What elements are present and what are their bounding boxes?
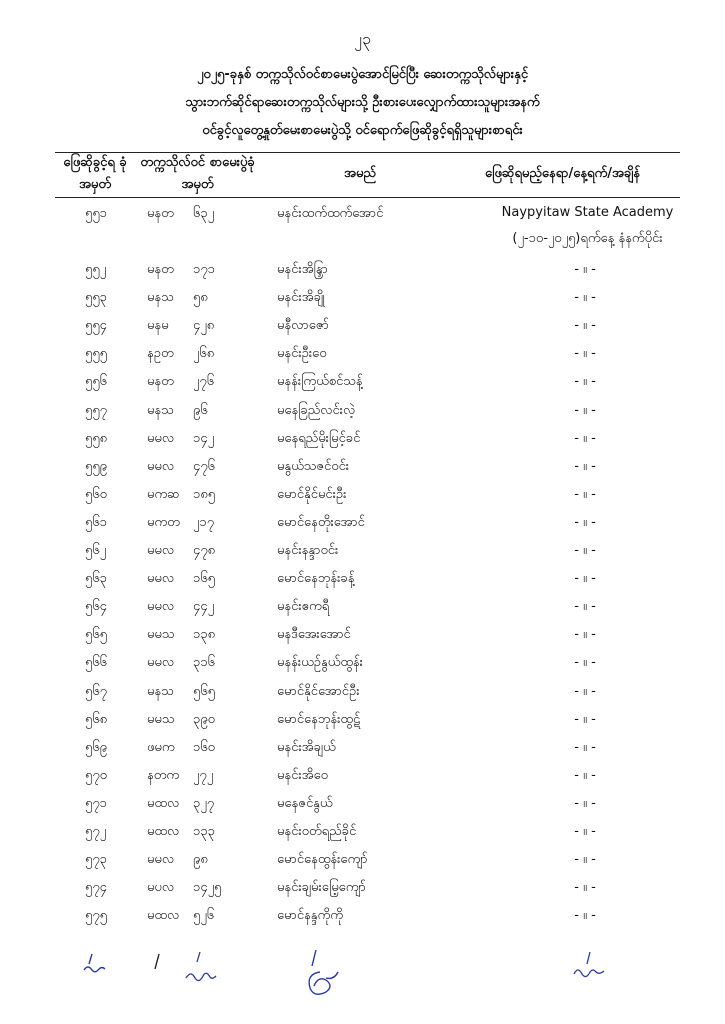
name-cell: မနင်းထက်ထက်အောင် xyxy=(277,206,384,221)
registration-prefix-cell: နဥတ xyxy=(147,346,174,362)
name-cell: မနင်းအိန္ဒြာ xyxy=(277,262,328,278)
table-row xyxy=(0,876,725,904)
exam-no-cell: ၅၆၉ xyxy=(85,739,107,755)
registration-prefix-cell: မမလ xyxy=(147,655,175,671)
table-row xyxy=(0,370,725,398)
registration-prefix-cell: မနတ xyxy=(147,374,174,390)
registration-number-cell: ၃၂၇ xyxy=(193,795,215,811)
table-row xyxy=(0,708,725,736)
registration-number-cell: ၅၆၅ xyxy=(193,683,215,699)
registration-prefix-cell: မမလ xyxy=(147,571,175,587)
venue-ditto-mark: - ။ - xyxy=(574,823,596,839)
registration-number-cell: ၂၁၇ xyxy=(193,514,215,530)
name-cell: မနေဇင်နွယ် xyxy=(277,795,333,811)
table-row xyxy=(0,848,725,876)
exam-no-cell: ၅၇၁ xyxy=(85,795,107,811)
name-cell: မနန်းယဉ်နွယ်ထွန်း xyxy=(277,655,363,671)
registration-prefix-cell: မထလ xyxy=(147,908,180,924)
registration-number-cell: ၄၂၈ xyxy=(193,318,215,334)
registration-number-cell: ၁၆၀ xyxy=(193,739,215,755)
table-row xyxy=(0,399,725,427)
venue-ditto-mark: - ။ - xyxy=(574,880,596,896)
name-cell: မောင်နေထွန်းကျော် xyxy=(277,852,368,868)
initial-mark-2 xyxy=(150,952,164,972)
registration-prefix-cell: မမလ xyxy=(147,852,175,868)
exam-no-cell: ၅၅၇ xyxy=(85,402,107,418)
registration-prefix-cell: မပလ xyxy=(147,880,175,896)
table-row xyxy=(0,427,725,455)
table-header-rule xyxy=(55,197,680,198)
table-row xyxy=(0,820,725,848)
registration-number-cell: ၅၂၆ xyxy=(193,908,215,924)
venue-ditto-mark: - ။ - xyxy=(574,795,596,811)
registration-prefix-cell: မမသ xyxy=(147,627,175,643)
registration-number-cell: ၂၇၂ xyxy=(193,767,214,783)
name-cell: မနင်းအိချယ် xyxy=(277,739,336,755)
exam-no-cell: ၅၆၆ xyxy=(85,655,107,671)
registration-prefix-cell: မမလ xyxy=(147,599,175,615)
exam-no-cell: ၅၇၂ xyxy=(85,823,107,839)
venue-ditto-mark: - ။ - xyxy=(574,908,596,924)
exam-no-cell: ၅၆၀ xyxy=(85,486,107,502)
venue-ditto-mark: - ။ - xyxy=(574,374,596,390)
table-row xyxy=(0,680,725,708)
name-cell: မောင်နေတိုးအောင် xyxy=(277,514,365,530)
exam-no-cell: ၅၅၉ xyxy=(85,458,107,474)
name-cell: မောင်နိုင်မင်းဦး xyxy=(277,486,347,502)
registration-number-cell: ၁၇၁ xyxy=(193,262,215,278)
table-row xyxy=(0,567,725,595)
venue-ditto-mark: - ။ - xyxy=(574,739,596,755)
registration-prefix-cell: မမသ xyxy=(147,711,175,727)
registration-number-cell: ၉၆ xyxy=(193,402,208,418)
registration-prefix-cell: ဖမက xyxy=(147,739,175,755)
venue-ditto-mark: - ။ - xyxy=(574,655,596,671)
exam-no-cell: ၅၅၆ xyxy=(85,374,107,390)
table-row xyxy=(0,736,725,764)
venue-ditto-mark: - ။ - xyxy=(574,767,596,783)
column-header-exam-no: ဖြေဆိုခွင့်ရ ခုံအမှတ် xyxy=(63,155,127,192)
venue-ditto-mark: - ။ - xyxy=(574,543,596,559)
registration-prefix-cell: မနသ xyxy=(147,683,174,699)
title-line-1: ၂၀၂၅-ခုနှစ် တက္ကသိုလ်ဝင်စာမေးပွဲအောင်မြင်ပြီး ဆေးတက္ကသိုလ်များနှင့် xyxy=(196,67,529,82)
registration-prefix-cell: မကတ xyxy=(147,514,180,530)
exam-no-cell: ၅၅၄ xyxy=(85,318,107,334)
venue-ditto-mark: - ။ - xyxy=(574,290,596,306)
venue-ditto-mark: - ။ - xyxy=(574,599,596,615)
registration-prefix-cell: နတက xyxy=(147,767,180,783)
table-row xyxy=(0,792,725,820)
registration-number-cell: ၃၉၀ xyxy=(193,711,215,727)
title-line-2: သွားဘက်ဆိုင်ရာဆေးတက္ကသိုလ်များသို့ ဦးစားပေးလျှောက်ထားသူများအနက် xyxy=(185,95,540,110)
column-header-name: အမည် xyxy=(344,166,376,181)
registration-prefix-cell: မကဆ xyxy=(147,486,180,502)
registration-prefix-cell: မမလ xyxy=(147,430,175,446)
table-row xyxy=(0,595,725,623)
name-cell: မနင်းအိဝေ xyxy=(277,767,328,783)
venue-place: Naypyitaw State Academy xyxy=(501,205,674,220)
registration-number-cell: ၂၇၆ xyxy=(193,374,215,390)
name-cell: မောင်နန္ဒကိုကို xyxy=(277,908,343,924)
name-cell: မနဒီအေးအောင် xyxy=(277,627,351,643)
venue-ditto-mark: - ။ - xyxy=(574,683,596,699)
registration-number-cell: ၄၇၈ xyxy=(193,543,216,559)
registration-prefix-cell: မနမ xyxy=(147,318,169,334)
venue-ditto-mark: - ။ - xyxy=(574,458,596,474)
exam-no-cell: ၅၅၂ xyxy=(85,262,107,278)
exam-no-cell: ၅၆၄ xyxy=(85,599,107,615)
initial-signature-5 xyxy=(570,950,614,980)
registration-number-cell: ၁၃၃ xyxy=(193,823,215,839)
venue-ditto-mark: - ။ - xyxy=(574,486,596,502)
table-row xyxy=(0,342,725,370)
name-cell: မနေရည်မိုးမြင့်ခင် xyxy=(277,430,361,446)
table-row xyxy=(0,286,725,314)
registration-prefix-cell: မနတ xyxy=(147,262,174,278)
venue-ditto-mark: - ။ - xyxy=(574,318,596,334)
exam-no-cell: ၅၆၁ xyxy=(85,514,107,530)
exam-no-cell: ၅၅၃ xyxy=(85,290,107,306)
registration-number-cell: ၄၇၆ xyxy=(193,458,215,474)
exam-no-cell: ၅၇၅ xyxy=(85,908,107,924)
table-row xyxy=(0,202,725,230)
venue-ditto-mark: - ။ - xyxy=(574,402,596,418)
registration-prefix-cell: မမလ xyxy=(147,458,175,474)
exam-no-cell: ၅၅၈ xyxy=(85,430,108,446)
venue-ditto-mark: - ။ - xyxy=(574,262,596,278)
table-row xyxy=(0,539,725,567)
name-cell: မောင်နေဘုန်းခန့် xyxy=(277,571,355,587)
table-body xyxy=(0,202,725,932)
exam-no-cell: ၅၇၃ xyxy=(85,852,107,868)
exam-no-cell: ၅၆၅ xyxy=(85,627,107,643)
signatures-area xyxy=(0,948,725,1008)
registration-number-cell: ၄၄၂ xyxy=(193,599,215,615)
table-row xyxy=(0,764,725,792)
registration-number-cell: ၁၈၅ xyxy=(193,486,216,502)
exam-no-cell: ၅၇၀ xyxy=(85,767,107,783)
signature-4 xyxy=(296,948,346,1004)
venue-ditto-mark: - ။ - xyxy=(574,346,596,362)
name-cell: မနီလာဇော် xyxy=(277,318,329,334)
table-row xyxy=(0,314,725,342)
venue-ditto-mark: - ။ - xyxy=(574,627,596,643)
table-row xyxy=(0,483,725,511)
registration-number-cell: ၉၈ xyxy=(193,852,208,868)
registration-number-cell: ၂၆၈ xyxy=(193,346,215,362)
registration-number-cell: ၃၁၆ xyxy=(193,655,215,671)
registration-prefix-cell: မနသ xyxy=(147,290,174,306)
name-cell: မနန်းကြယ်စင်သန့် xyxy=(277,374,363,390)
venue-datetime: (၂-၁၀-၂၀၂၅)ရက်နေ့ နံနက်ပိုင်း xyxy=(512,231,663,246)
venue-ditto-mark: - ။ - xyxy=(574,852,596,868)
initial-signature-1 xyxy=(78,952,114,982)
exam-no-cell: ၅၅၁ xyxy=(85,206,107,221)
table-row xyxy=(0,651,725,679)
exam-no-cell: ၅၆၇ xyxy=(85,683,107,699)
exam-no-cell: ၅၆၈ xyxy=(85,711,108,727)
name-cell: မောင်နေဘုန်းထွဋ် xyxy=(277,711,361,727)
registration-number-cell: ၅၈ xyxy=(193,290,208,306)
table-row xyxy=(0,904,725,932)
table-row xyxy=(0,623,725,651)
name-cell: မနင်းနန္ဒာဝင်း xyxy=(277,543,339,559)
registration-prefix-cell: မမလ xyxy=(147,543,175,559)
name-cell: မနင်းဧကရီ xyxy=(277,599,330,615)
initial-signature-3 xyxy=(182,950,222,990)
registration-number-cell: ၆၃၂ xyxy=(193,206,215,221)
venue-ditto-mark: - ။ - xyxy=(574,711,596,727)
registration-prefix-cell: မနသ xyxy=(147,402,174,418)
column-header-registration: တက္ကသိုလ်ဝင် စာမေးပွဲခုံအမှတ် xyxy=(140,155,255,192)
name-cell: မနေခြည်လင်းလဲ့ xyxy=(277,402,356,418)
exam-no-cell: ၅၆၂ xyxy=(85,543,107,559)
table-row xyxy=(0,455,725,483)
venue-ditto-mark: - ။ - xyxy=(574,430,596,446)
registration-prefix-cell: မထလ xyxy=(147,823,180,839)
table-row xyxy=(0,258,725,286)
registration-number-cell: ၁၆၅ xyxy=(193,571,215,587)
registration-number-cell: ၁၃၈ xyxy=(193,627,216,643)
registration-prefix-cell: မထလ xyxy=(147,795,180,811)
table-row xyxy=(0,511,725,539)
venue-ditto-mark: - ။ - xyxy=(574,514,596,530)
registration-number-cell: ၁၄၂၅ xyxy=(193,880,222,896)
exam-no-cell: ၅၅၅ xyxy=(85,346,107,362)
page-number: ၂၃ xyxy=(354,29,371,48)
name-cell: မောင်နိုင်အောင်ဦး xyxy=(277,683,360,699)
registration-prefix-cell: မနတ xyxy=(147,206,174,221)
column-header-venue: ဖြေဆိုရမည့်နေရာ/နေ့ရက်/အချိန် xyxy=(484,166,641,181)
venue-ditto-mark: - ။ - xyxy=(574,571,596,587)
name-cell: မနင်းအိချို xyxy=(277,290,325,306)
name-cell: မနင်းချမ်းမြေ့ကျော် xyxy=(277,880,366,896)
name-cell: မနင်းဦးဝေ xyxy=(277,346,327,362)
exam-no-cell: ၅၆၃ xyxy=(85,571,107,587)
registration-number-cell: ၁၄၂ xyxy=(193,430,215,446)
title-line-3: ဝင်ခွင့်လူတွေ့နှုတ်မေးစာမေးပွဲသို့ ဝင်ရောက်ဖြေဆိုခွင့်ရရှိသူများစာရင်း xyxy=(202,123,523,138)
name-cell: မနင်းဝတ်ရည်ခိုင် xyxy=(277,823,357,839)
exam-no-cell: ၅၇၄ xyxy=(85,880,107,896)
name-cell: မနွယ်သဇင်ဝင်း xyxy=(277,458,350,474)
